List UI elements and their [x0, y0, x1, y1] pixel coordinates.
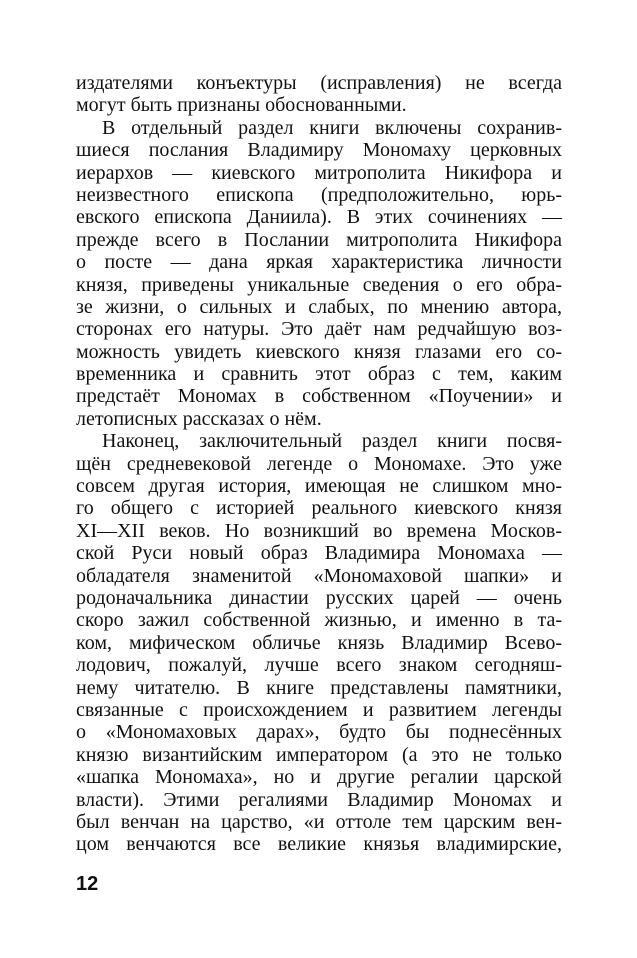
text-line: зе жизни, о сильных и слабых, по мнению автора,	[76, 295, 562, 318]
text-line: цом венчаются все великие князья владимирские,	[76, 833, 562, 856]
text-line: обладателя знаменитой «Мономаховой шапки» и	[76, 564, 562, 587]
text-line: князя, приведены уникальные сведения о его обра-	[76, 273, 562, 296]
text-line: щён средневековой легенде о Мономахе. Это уже	[76, 452, 562, 475]
paragraph-1	[76, 72, 562, 117]
text-line: летописных рассказах о нём.	[76, 407, 322, 430]
text-line: о «Мономаховых дарах», будто бы поднесённых	[76, 721, 562, 744]
text-line: шиеся послания Владимиру Мономаху церковных	[76, 139, 562, 162]
text-line: В отдельный раздел книги включены сохранив-	[102, 116, 562, 139]
text-line: родоначальника династии русских царей — очень	[76, 586, 562, 609]
text-line: сторонах его натуры. Это даёт нам редчайшую воз-	[76, 318, 562, 341]
body-text	[76, 72, 562, 856]
text-line: скоро зажил собственной жизнью, и именно в та-	[76, 609, 562, 632]
text-line: «шапка Мономаха», но и другие регалии царской	[76, 766, 562, 789]
page-number: 12	[76, 873, 99, 895]
text-line: ком, мифическом обличье князь Владимир Всево-	[76, 631, 562, 654]
text-line: лодович, пожалуй, лучше всего знаком сегодняш-	[76, 654, 562, 677]
text-line: совсем другая история, имеющая не слишком мно-	[76, 475, 562, 498]
text-line: был венчан на царство, «и оттоле тем царским вен-	[76, 810, 562, 833]
text-line: временника и сравнить этот образ с тем, каким	[76, 363, 562, 386]
text-line: иерархов — киевского митрополита Никифора и	[76, 161, 562, 184]
text-line: неизвестного епископа (предположительно, юрь-	[76, 183, 562, 206]
text-line: связанные с происхождением и развитием легенды	[76, 698, 562, 721]
text-line: го общего с историей реального киевского князя	[76, 497, 562, 520]
text-line: евского епископа Даниила). В этих сочинениях —	[76, 206, 562, 229]
text-line: можность увидеть киевского князя глазами его со-	[76, 340, 562, 363]
text-line: могут быть признаны обоснованными.	[76, 94, 407, 117]
paragraph-3	[76, 430, 562, 855]
text-line: власти). Этими регалиями Владимир Мономах и	[76, 788, 562, 811]
text-line: о посте — дана яркая характеристика личности	[76, 251, 562, 274]
text-line: предстаёт Мономах в собственном «Поучении» и	[76, 385, 562, 408]
text-line: Наконец, заключительный раздел книги посвя-	[102, 430, 562, 453]
text-line: XI—XII веков. Но возникший во времена Москов-	[76, 519, 562, 542]
paragraph-2	[76, 117, 562, 430]
text-line: ской Руси новый образ Владимира Мономаха —	[76, 542, 562, 565]
text-line: нему читателю. В книге представлены памятники,	[76, 676, 562, 699]
text-line: издателями конъектуры (исправления) не всегда	[76, 72, 562, 94]
text-line: прежде всего в Послании митрополита Никифора	[76, 228, 562, 251]
text-line: князю византийским императором (а это не только	[76, 743, 562, 766]
